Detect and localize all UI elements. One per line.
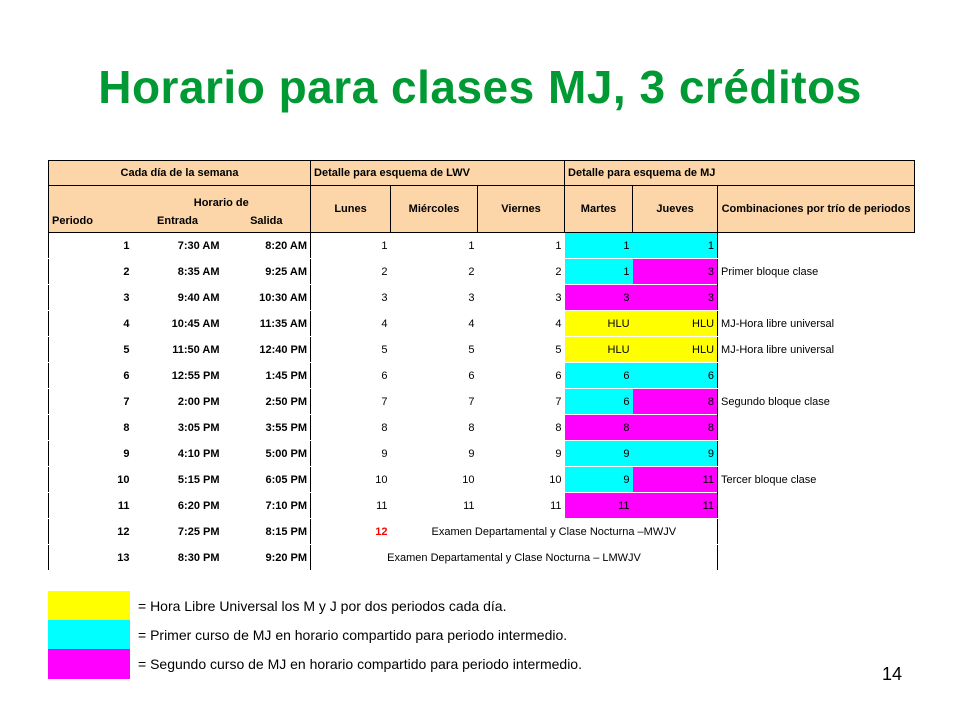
- cell-viernes: 4: [478, 311, 565, 337]
- cell-viernes: 6: [478, 363, 565, 389]
- header-miercoles: Miércoles: [391, 186, 478, 233]
- table-row: [49, 441, 915, 467]
- cell-miercoles: 10: [391, 467, 478, 493]
- cell-bloque: Tercer bloque clase: [718, 441, 915, 519]
- cell-lunes: [311, 519, 391, 545]
- table-row: [49, 337, 915, 363]
- cell-jueves: 6: [633, 363, 718, 389]
- cell-empty: [718, 519, 915, 571]
- cell-entrada: 9:40 AM: [133, 285, 223, 311]
- cell-miercoles: 11: [391, 493, 478, 519]
- schedule-table: [48, 160, 915, 571]
- cell-jueves: 3: [633, 285, 718, 311]
- cell-lunes: 2: [311, 259, 391, 285]
- cell-viernes: 8: [478, 415, 565, 441]
- legend-text: = Segundo curso de MJ en horario compartido para periodo intermedio.: [138, 656, 582, 672]
- cell-entrada: 10:45 AM: [133, 311, 223, 337]
- cell-martes: 6: [565, 363, 633, 389]
- cell-periodo: 13: [49, 545, 133, 571]
- header-lunes: Lunes: [311, 186, 391, 233]
- cell-jueves: 9: [633, 441, 718, 467]
- cell-periodo: 11: [49, 493, 133, 519]
- cell-miercoles: 7: [391, 389, 478, 415]
- cell-miercoles: 8: [391, 415, 478, 441]
- legend-text: = Hora Libre Universal los M y J por dos periodos cada día.: [138, 598, 507, 614]
- cell-jueves: HLU: [633, 311, 718, 337]
- header-martes: Martes: [565, 186, 633, 233]
- header-horario-de: Horario de: [133, 186, 311, 210]
- cell-salida: 7:10 PM: [223, 493, 311, 519]
- cell-martes: 9: [565, 467, 633, 493]
- header-jueves: Jueves: [633, 186, 718, 233]
- header-combinaciones: Combinaciones por trío de periodos: [718, 186, 915, 233]
- cell-entrada: 4:10 PM: [133, 441, 223, 467]
- cell-viernes: 5: [478, 337, 565, 363]
- cell-salida: 2:50 PM: [223, 389, 311, 415]
- cell-miercoles: 9: [391, 441, 478, 467]
- cell-jueves: 8: [633, 415, 718, 441]
- cell-lunes: 4: [311, 311, 391, 337]
- legend-text: = Primer curso de MJ en horario compartido para periodo intermedio.: [138, 627, 568, 643]
- cell-jueves: 1: [633, 233, 718, 259]
- table-row: [49, 519, 915, 545]
- exam-period-number: 12: [375, 525, 388, 538]
- cell-viernes: 1: [478, 233, 565, 259]
- cell-jueves: HLU: [633, 337, 718, 363]
- cell-periodo: 7: [49, 389, 133, 415]
- cell-lunes: 6: [311, 363, 391, 389]
- cell-periodo: 6: [49, 363, 133, 389]
- legend-swatch: [48, 649, 130, 679]
- cell-periodo: 5: [49, 337, 133, 363]
- cell-periodo: 12: [49, 519, 133, 545]
- cell-martes: 9: [565, 441, 633, 467]
- cell-lunes: 3: [311, 285, 391, 311]
- cell-miercoles: 1: [391, 233, 478, 259]
- cell-salida: 9:25 AM: [223, 259, 311, 285]
- page-number: 14: [881, 664, 902, 684]
- cell-jueves: 3: [633, 259, 718, 285]
- header-periodo: Periodo: [49, 209, 133, 233]
- cell-jueves: 11: [633, 467, 718, 493]
- cell-entrada: 5:15 PM: [133, 467, 223, 493]
- cell-salida: 1:45 PM: [223, 363, 311, 389]
- cell-miercoles: 2: [391, 259, 478, 285]
- cell-viernes: 10: [478, 467, 565, 493]
- cell-viernes: 11: [478, 493, 565, 519]
- cell-bloque: Primer bloque clase: [718, 233, 915, 311]
- header-group-row: [49, 161, 915, 186]
- cell-lunes: 9: [311, 441, 391, 467]
- cell-entrada: 3:05 PM: [133, 415, 223, 441]
- schedule-body: [49, 233, 915, 571]
- cell-lunes: 10: [311, 467, 391, 493]
- cell-viernes: 3: [478, 285, 565, 311]
- cell-entrada: 8:30 PM: [133, 545, 223, 571]
- cell-miercoles: 6: [391, 363, 478, 389]
- cell-combinacion: MJ-Hora libre universal: [718, 337, 915, 363]
- cell-entrada: 7:25 PM: [133, 519, 223, 545]
- cell-periodo: 3: [49, 285, 133, 311]
- header-salida: Salida: [223, 209, 311, 233]
- cell-salida: 12:40 PM: [223, 337, 311, 363]
- cell-entrada: 6:20 PM: [133, 493, 223, 519]
- cell-martes: 8: [565, 415, 633, 441]
- cell-salida: 8:20 AM: [223, 233, 311, 259]
- cell-miercoles: 5: [391, 337, 478, 363]
- cell-lunes: 7: [311, 389, 391, 415]
- cell-martes: 11: [565, 493, 633, 519]
- cell-martes: 3: [565, 285, 633, 311]
- cell-periodo: 2: [49, 259, 133, 285]
- cell-salida: 3:55 PM: [223, 415, 311, 441]
- header-row-1: [49, 186, 915, 210]
- cell-salida: 11:35 AM: [223, 311, 311, 337]
- cell-examen: Examen Departamental y Clase Nocturna – LMWJV: [311, 545, 718, 571]
- cell-periodo: 9: [49, 441, 133, 467]
- slide-title: Horario para clases MJ, 3 créditos: [98, 61, 862, 113]
- cell-lunes: 1: [311, 233, 391, 259]
- cell-examen: Examen Departamental y Clase Nocturna –MWJV: [391, 519, 718, 545]
- cell-viernes: 9: [478, 441, 565, 467]
- cell-entrada: 11:50 AM: [133, 337, 223, 363]
- cell-salida: 5:00 PM: [223, 441, 311, 467]
- cell-entrada: 8:35 AM: [133, 259, 223, 285]
- cell-martes: HLU: [565, 311, 633, 337]
- cell-viernes: 2: [478, 259, 565, 285]
- cell-entrada: 7:30 AM: [133, 233, 223, 259]
- cell-martes: HLU: [565, 337, 633, 363]
- cell-periodo: 10: [49, 467, 133, 493]
- header-lwv: Detalle para esquema de LWV: [311, 161, 565, 186]
- cell-jueves: 8: [633, 389, 718, 415]
- legend-swatch: [48, 591, 130, 621]
- header-entrada: Entrada: [133, 209, 223, 233]
- cell-lunes: 8: [311, 415, 391, 441]
- cell-martes: 1: [565, 259, 633, 285]
- cell-salida: 9:20 PM: [223, 545, 311, 571]
- cell-lunes: 11: [311, 493, 391, 519]
- cell-salida: 8:15 PM: [223, 519, 311, 545]
- header-viernes: Viernes: [478, 186, 565, 233]
- cell-miercoles: 4: [391, 311, 478, 337]
- table-row: [49, 233, 915, 259]
- cell-jueves: 11: [633, 493, 718, 519]
- cell-entrada: 12:55 PM: [133, 363, 223, 389]
- table-row: [49, 363, 915, 389]
- cell-martes: 6: [565, 389, 633, 415]
- cell-viernes: 7: [478, 389, 565, 415]
- cell-miercoles: 3: [391, 285, 478, 311]
- header-mj: Detalle para esquema de MJ: [565, 161, 915, 186]
- cell-salida: 6:05 PM: [223, 467, 311, 493]
- cell-lunes: 5: [311, 337, 391, 363]
- legend-swatch: [48, 620, 130, 650]
- cell-salida: 10:30 AM: [223, 285, 311, 311]
- cell-periodo: 4: [49, 311, 133, 337]
- cell-combinacion: MJ-Hora libre universal: [718, 311, 915, 337]
- cell-periodo: 8: [49, 415, 133, 441]
- cell-bloque: Segundo bloque clase: [718, 363, 915, 441]
- header-cada-dia: Cada día de la semana: [49, 161, 311, 186]
- cell-periodo: 1: [49, 233, 133, 259]
- cell-martes: 1: [565, 233, 633, 259]
- table-row: [49, 311, 915, 337]
- cell-entrada: 2:00 PM: [133, 389, 223, 415]
